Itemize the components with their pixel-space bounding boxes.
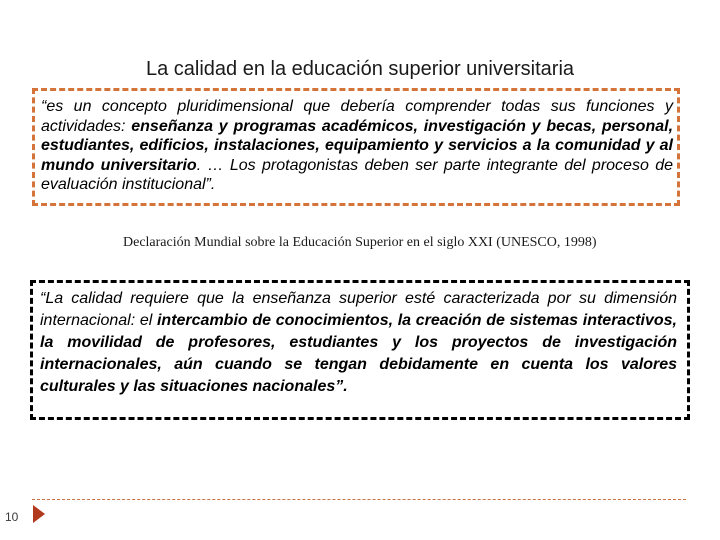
quote-unesco-part-1: “es un concepto pluridimensional que debería comprender todas sus funciones y actividades: [41, 98, 673, 135]
play-arrow-icon [33, 505, 45, 523]
quote-text-internacional [40, 288, 677, 398]
slide-title: La calidad en la educación superior universitaria [145, 58, 575, 80]
quote-unesco-part-2: . … Los protagonistas deben ser parte integrante del proceso de evaluación institucional”. [41, 156, 674, 193]
quote-internacional-bold: intercambio de conocimientos, la creación de sistemas interactivos, la movilidad de profesores, estudiantes y los proyectos de investigación internacionales, aún cuando se tengan debidamente en cuenta los valores culturales y las situaciones nacionales”. [40, 312, 678, 395]
quote-box-internacional [30, 280, 690, 420]
quote-unesco-bold: enseñanza y programas académicos, investigación y becas, personal, estudiantes, edificios, instalaciones, equipamiento y servicios a la comunidad y al mundo universitario [41, 117, 674, 174]
quote-text-unesco [41, 97, 673, 195]
quote-box-unesco [32, 88, 680, 206]
footer-divider [32, 499, 686, 500]
page-number: 10 [5, 510, 19, 524]
quote-attribution: Declaración Mundial sobre la Educación Superior en el siglo XXI (UNESCO, 1998) [123, 235, 597, 250]
quote-internacional-part-1: “La calidad requiere que la enseñanza superior esté caracterizada por su dimensión internacional: el [40, 290, 677, 329]
